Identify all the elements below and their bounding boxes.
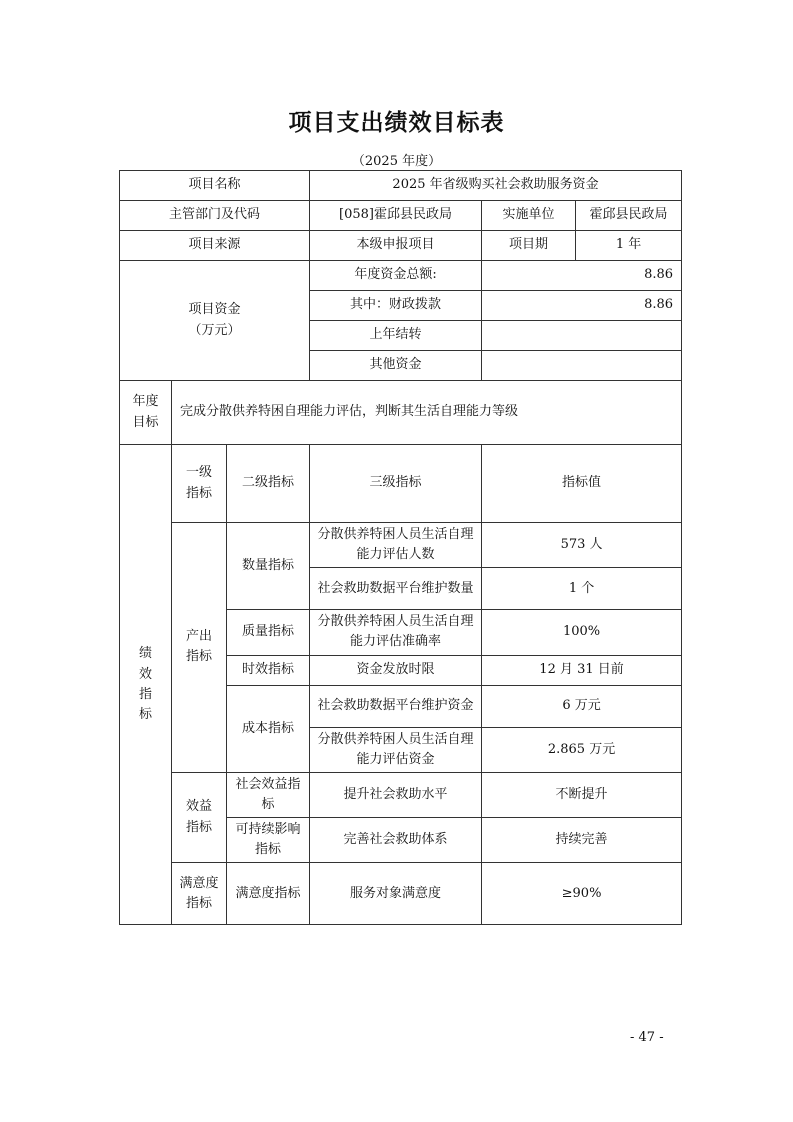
- year-label: （2025 年度）: [351, 154, 442, 169]
- impl-unit-value: 霍邱县民政局: [576, 201, 682, 231]
- project-name-value: 2025 年省级购买社会救助服务资金: [310, 171, 682, 201]
- l3-cell: 服务对象满意度: [310, 863, 482, 925]
- annual-goal-label-line1: 年度: [132, 394, 159, 410]
- annual-goal-label-line2: 目标: [132, 414, 159, 430]
- header-level3: 三级指标: [310, 445, 482, 523]
- header-level1-line2: 指标: [185, 485, 212, 501]
- indicator-section-label: [120, 445, 172, 925]
- output-label-line2: 指标: [185, 649, 212, 665]
- quality-label: 质量指标: [227, 610, 310, 655]
- table-row: [120, 523, 682, 568]
- benefit-label: [172, 772, 227, 863]
- funds-fiscal-value: 8.86: [482, 291, 682, 321]
- l3-cell: 分散供养特困人员生活自理能力评估准确率: [310, 610, 482, 655]
- value-cell: 1 个: [482, 568, 682, 610]
- output-label: [172, 523, 227, 773]
- l3-cell: 分散供养特困人员生活自理能力评估人数: [310, 523, 482, 568]
- value-cell: 12 月 31 日前: [482, 655, 682, 685]
- funds-label-line2: （万元）: [188, 322, 241, 338]
- output-label-line1: 产出: [185, 629, 212, 645]
- funds-label-line1: 项目资金: [188, 302, 241, 318]
- satisfaction-label: 满意度指标: [172, 863, 227, 925]
- section-char: 标: [138, 706, 152, 722]
- table-row: [120, 381, 682, 445]
- page-number: - 47 -: [630, 1030, 664, 1045]
- value-cell: 2.865 万元: [482, 727, 682, 772]
- funds-carryover-value: [482, 321, 682, 351]
- project-name-label: 项目名称: [120, 171, 310, 201]
- period-value: 1 年: [576, 231, 682, 261]
- table-row: [120, 863, 682, 925]
- funds-carryover-label: 上年结转: [310, 321, 482, 351]
- funds-label: [120, 261, 310, 381]
- source-label: 项目来源: [120, 231, 310, 261]
- l3-cell: 提升社会救助水平: [310, 772, 482, 817]
- l3-cell: 资金发放时限: [310, 655, 482, 685]
- source-value: 本级申报项目: [310, 231, 482, 261]
- header-value: 指标值: [482, 445, 682, 523]
- l3-cell: 分散供养特困人员生活自理能力评估资金: [310, 727, 482, 772]
- l3-cell: 完善社会救助体系: [310, 818, 482, 863]
- funds-other-value: [482, 351, 682, 381]
- value-cell: 100%: [482, 610, 682, 655]
- sustain-label: 可持续影响指标: [227, 818, 310, 863]
- dept-label: 主管部门及代码: [120, 201, 310, 231]
- timeliness-label: 时效指标: [227, 655, 310, 685]
- section-char: 绩: [138, 646, 152, 662]
- header-level1-line1: 一级: [185, 465, 212, 481]
- dept-value: [058]霍邱县民政局: [310, 201, 482, 231]
- value-cell: 不断提升: [482, 772, 682, 817]
- performance-table: [119, 170, 682, 925]
- quantity-label: 数量指标: [227, 523, 310, 610]
- l3-cell: 社会救助数据平台维护数量: [310, 568, 482, 610]
- section-char: 指: [138, 686, 152, 702]
- value-cell: 6 万元: [482, 685, 682, 727]
- funds-fiscal-label: 其中：财政拨款: [310, 291, 482, 321]
- benefit-label-line2: 指标: [185, 819, 212, 835]
- cost-label: 成本指标: [227, 685, 310, 772]
- table-row: [120, 231, 682, 261]
- l3-cell: 社会救助数据平台维护资金: [310, 685, 482, 727]
- header-level2: 二级指标: [227, 445, 310, 523]
- annual-goal-text: 完成分散供养特困自理能力评估，判断其生活自理能力等级: [172, 381, 682, 445]
- funds-total-label: 年度资金总额:: [310, 261, 482, 291]
- social-label: 社会效益指标: [227, 772, 310, 817]
- funds-total-value: 8.86: [482, 261, 682, 291]
- value-cell: 573 人: [482, 523, 682, 568]
- table-row: [120, 772, 682, 817]
- funds-other-label: 其他资金: [310, 351, 482, 381]
- benefit-label-line1: 效益: [185, 799, 212, 815]
- value-cell: ≥90%: [482, 863, 682, 925]
- period-label: 项目期: [482, 231, 576, 261]
- table-row: [120, 445, 682, 523]
- table-row: [120, 171, 682, 201]
- page-title: 项目支出绩效目标表: [288, 110, 505, 136]
- value-cell: 持续完善: [482, 818, 682, 863]
- table-row: [120, 201, 682, 231]
- header-level1: [172, 445, 227, 523]
- table-row: [120, 261, 682, 291]
- impl-unit-label: 实施单位: [482, 201, 576, 231]
- annual-goal-label: [120, 381, 172, 445]
- satisfaction-l2-label: 满意度指标: [227, 863, 310, 925]
- section-char: 效: [138, 666, 152, 682]
